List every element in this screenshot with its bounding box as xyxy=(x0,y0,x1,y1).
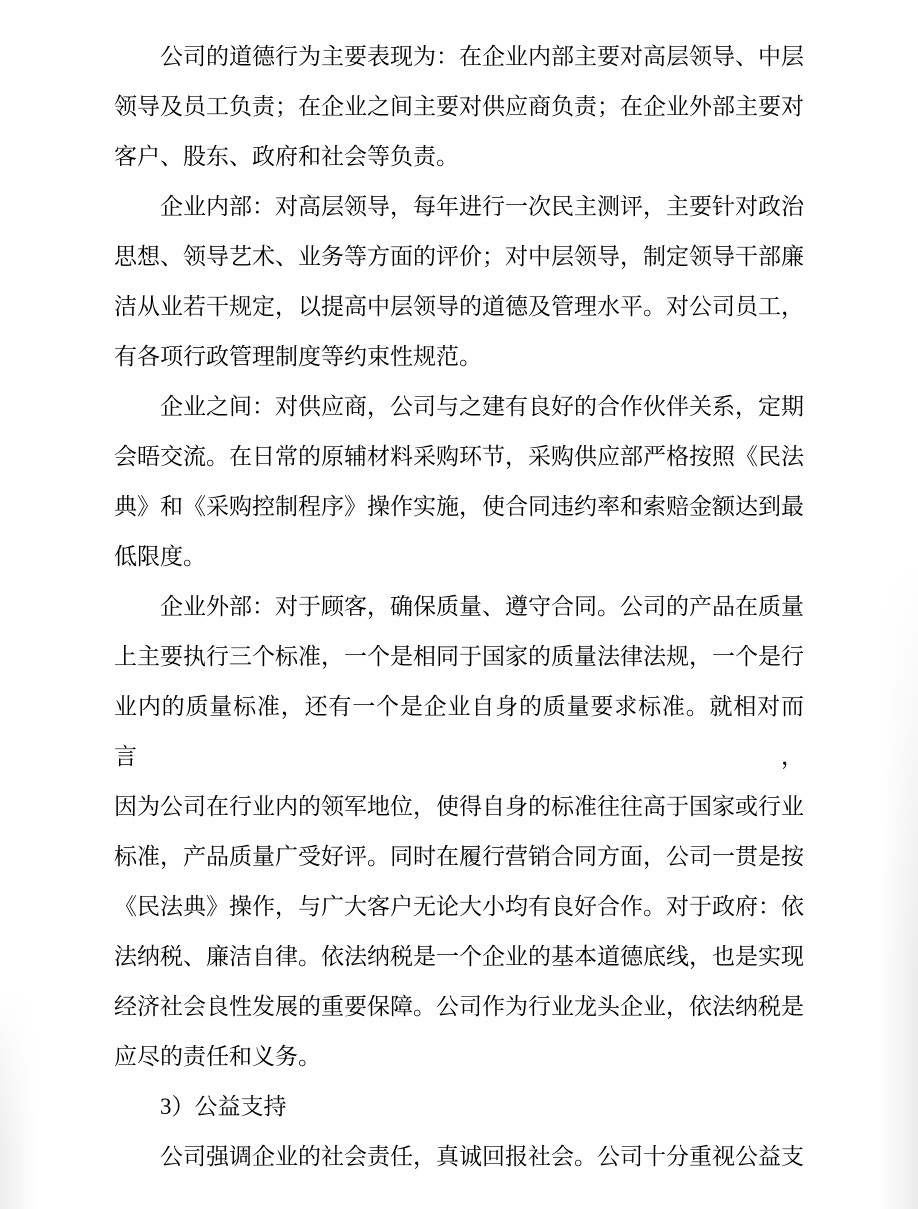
page-edge-shadow-left xyxy=(0,989,36,1209)
text-line: 业内的质量标准，还有一个是企业自身的质量要求标准。就相对而言， xyxy=(114,694,804,769)
text-line: 《民法典》操作，与广大客户无论大小均有良好合作。对于政府：依 xyxy=(114,894,804,919)
numbered-heading xyxy=(114,1082,804,1132)
text-line: 应尽的责任和义务。 xyxy=(114,1044,321,1069)
text-line: 会晤交流。在日常的原辅材料采购环节，采购供应部严格按照《民法 xyxy=(114,444,804,469)
text-line: 因为公司在行业内的领军地位，使得自身的标准往往高于国家或行业 xyxy=(114,794,804,819)
text-line: 领导及员工负责；在企业之间主要对供应商负责；在企业外部主要对 xyxy=(114,94,804,119)
text-line: 企业内部：对高层领导，每年进行一次民主测评，主要针对政治 xyxy=(160,194,804,219)
text-line: 思想、领导艺术、业务等方面的评价；对中层领导，制定领导干部廉 xyxy=(114,244,804,269)
text-line: 公司的道德行为主要表现为：在企业内部主要对高层领导、中层 xyxy=(160,44,804,69)
text-line: 3）公益支持 xyxy=(160,1094,287,1119)
text-line: 洁从业若干规定，以提高中层领导的道德及管理水平。对公司员工， xyxy=(114,294,804,319)
text-line: 典》和《采购控制程序》操作实施，使合同违约率和索赔金额达到最 xyxy=(114,494,804,519)
body-paragraph xyxy=(114,32,804,182)
text-line: 标准，产品质量广受好评。同时在履行营销合同方面，公司一贯是按 xyxy=(114,844,804,869)
text-line: 企业外部：对于顾客，确保质量、遵守合同。公司的产品在质量 xyxy=(160,594,804,619)
text-line: 低限度。 xyxy=(114,544,206,569)
text-line: 企业之间：对供应商，公司与之建有良好的合作伙伴关系，定期 xyxy=(160,394,804,419)
body-paragraph xyxy=(114,382,804,582)
document-text-body xyxy=(114,32,804,1182)
body-paragraph xyxy=(114,582,804,1082)
text-line: 公司强调企业的社会责任，真诚回报社会。公司十分重视公益支 xyxy=(160,1144,804,1169)
text-line: 有各项行政管理制度等约束性规范。 xyxy=(114,344,482,369)
text-line: 法纳税、廉洁自律。依法纳税是一个企业的基本道德底线，也是实现 xyxy=(114,944,804,969)
text-line: 经济社会良性发展的重要保障。公司作为行业龙头企业，依法纳税是 xyxy=(114,994,804,1019)
text-line: 客户、股东、政府和社会等负责。 xyxy=(114,144,459,169)
text-line: 上主要执行三个标准，一个是相同于国家的质量法律法规，一个是行 xyxy=(114,644,804,669)
page-edge-shadow-right xyxy=(880,560,918,1209)
body-paragraph xyxy=(114,182,804,382)
body-paragraph xyxy=(114,1132,804,1182)
